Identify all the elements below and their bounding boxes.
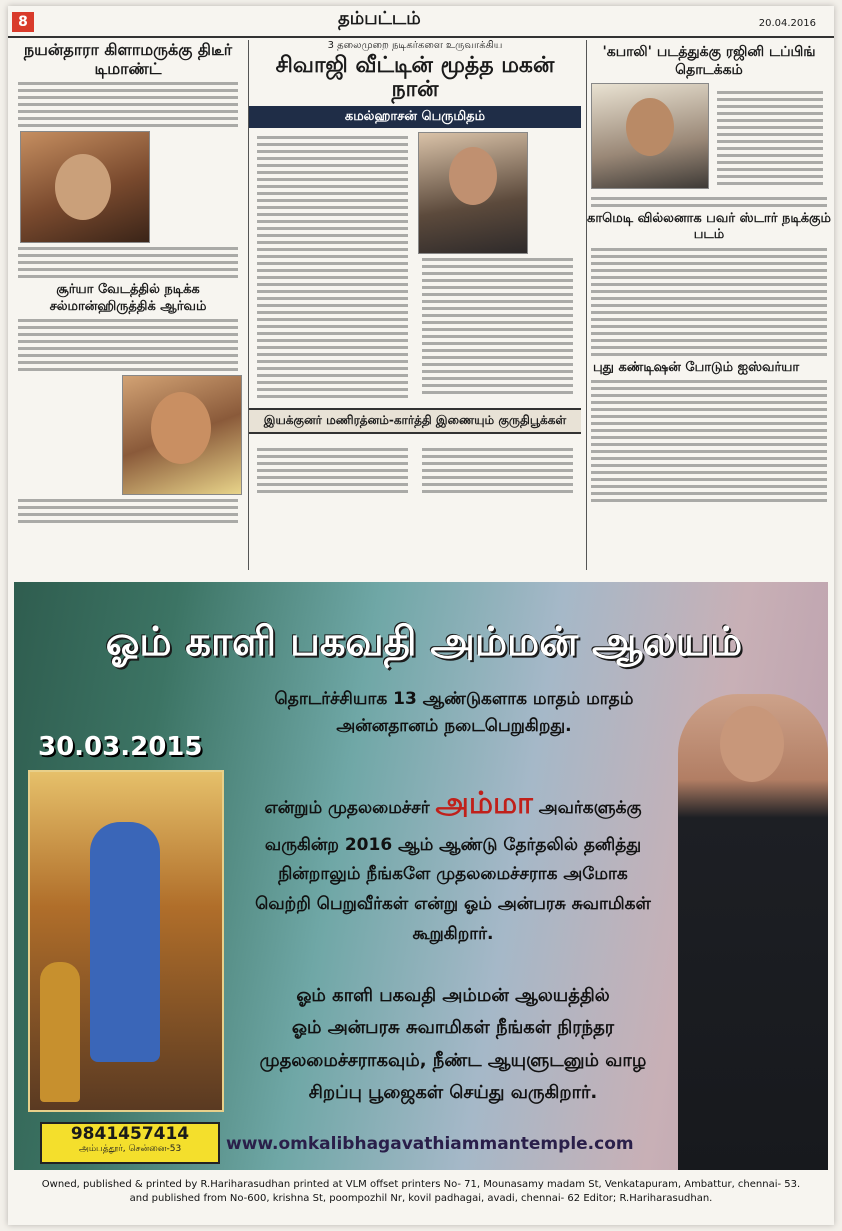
phone-number: 9841457414 <box>70 1124 190 1144</box>
ad-body-second <box>228 980 678 1110</box>
ad-body-post: அவர்களுக்கு <box>538 798 642 818</box>
article-text <box>257 136 408 398</box>
imprint-footer <box>38 1178 804 1205</box>
page-number: 8 <box>12 12 34 32</box>
article-text <box>18 247 238 278</box>
headline-kabali: 'கபாலி' படத்துக்கு ரஜினி டப்பிங் தொடக்கம் <box>602 44 816 78</box>
ad-body2-line2: ஓம் அன்பரசு சுவாமிகள் நீங்கள் நிரந்தர <box>291 1017 615 1039</box>
kali-idol-photo <box>28 770 224 1112</box>
column-left <box>14 40 242 570</box>
page-header <box>8 6 834 38</box>
article-text <box>18 82 238 127</box>
ad-body-line2: வருகின்ற 2016 ஆம் ஆண்டு தேர்தலில் தனித்து <box>264 834 642 855</box>
article-text <box>422 258 573 394</box>
photo-kamal <box>418 132 528 254</box>
website-url: www.omkalibhagavathiammantemple.com <box>226 1134 634 1154</box>
dateline: 20.04.2016 <box>758 18 816 29</box>
ad-body-line4: வெற்றி பெறுவீர்கள் என்று ஓம் அன்பரசு சுவாமிகள் <box>255 894 651 914</box>
headline-powerstar: காமெடி வில்லனாக பவர் ஸ்டார் நடிக்கும் படம் <box>587 211 831 243</box>
ad-subtitle <box>234 686 674 740</box>
photo-rajini <box>591 83 709 189</box>
phone-box <box>40 1122 220 1164</box>
ad-body-line5: கூறுகிறார். <box>412 923 494 944</box>
column-center <box>248 40 581 570</box>
article-text <box>717 87 823 189</box>
ad-body-line3: நின்றாலும் நீங்களே முதலமைச்சராக அமோக <box>278 864 628 885</box>
chief-minister-photo <box>678 694 828 1170</box>
newspaper-page <box>8 6 834 1225</box>
column-right <box>586 40 831 570</box>
ad-subtitle-line1: தொடர்ச்சியாக 13 ஆண்டுகளாக மாதம் மாதம் <box>274 689 634 709</box>
ad-body-pre: என்றும் முதலமைச்சர் <box>264 798 430 818</box>
article-text <box>422 444 573 497</box>
headline-surya: சூர்யா வேடத்தில் நடிக்க சல்மான்ஹிருத்திக் ஆர்வம் <box>49 282 207 314</box>
swami-figure <box>40 962 80 1102</box>
ad-subtitle-line2: அன்னதானம் நடைபெறுகிறது. <box>336 716 572 737</box>
headline-aishwarya: புது கண்டிஷன் போடும் ஐஸ்வர்யா <box>593 359 800 375</box>
photo-nayanthara <box>20 131 150 243</box>
phone-address: அம்பத்தூர், சென்னை-53 <box>78 1144 182 1154</box>
ad-body2-line4: சிறப்பு பூஜைகள் செய்து வருகிறார். <box>308 1082 598 1104</box>
photo-surya <box>122 375 242 495</box>
article-text <box>591 380 827 502</box>
article-text <box>591 197 827 207</box>
ad-date: 30.03.2015 <box>38 732 203 762</box>
article-text <box>18 499 238 523</box>
headline-kamal: சிவாஜி வீட்டின் மூத்த மகன் நான் <box>275 53 555 103</box>
kicker: 3 தலைமுறை நடிகர்களை உருவாக்கிய <box>327 40 503 51</box>
ad-body2-line3: முதலமைச்சராகவும், நீண்ட ஆயுளுடனும் வாழ <box>259 1049 647 1071</box>
temple-advertisement <box>14 582 828 1170</box>
ad-body2-line1: ஓம் காளி பகவதி அம்மன் ஆலயத்தில் <box>296 985 610 1006</box>
kali-figure <box>90 822 160 1062</box>
headline-nayanthara: நயன்தாரா கிளாமருக்கு திடீர் டிமாண்ட் <box>23 40 233 79</box>
subheadline-kuruthipookal: இயக்குனர் மணிரத்னம்-கார்த்தி இணையும் குருதிபூக்கள் <box>249 408 581 434</box>
amma-highlight: அம்மா <box>435 786 533 821</box>
masthead: தம்பட்டம் <box>338 8 421 29</box>
imprint-line1: Owned, published & printed by R.Hariharasudhan printed at VLM offset printers No- 71, Mounasamy madam St, Venkatapuram, Ambattur, chennai- 53. <box>41 1179 801 1190</box>
ad-title: ஓம் காளி பகவதி அம்மன் ஆலயம் <box>105 618 743 665</box>
ad-body <box>228 778 678 950</box>
article-text <box>18 319 238 371</box>
subheadline-bar: கமல்ஹாசன் பெருமிதம் <box>249 106 581 128</box>
article-text <box>591 248 827 356</box>
article-text <box>257 444 408 497</box>
imprint-line2: and published from No-600, krishna St, poompozhil Nr, kovil padhagai, avadi, chennai- 62 Editor; R.Hariharasudhan. <box>129 1192 713 1204</box>
